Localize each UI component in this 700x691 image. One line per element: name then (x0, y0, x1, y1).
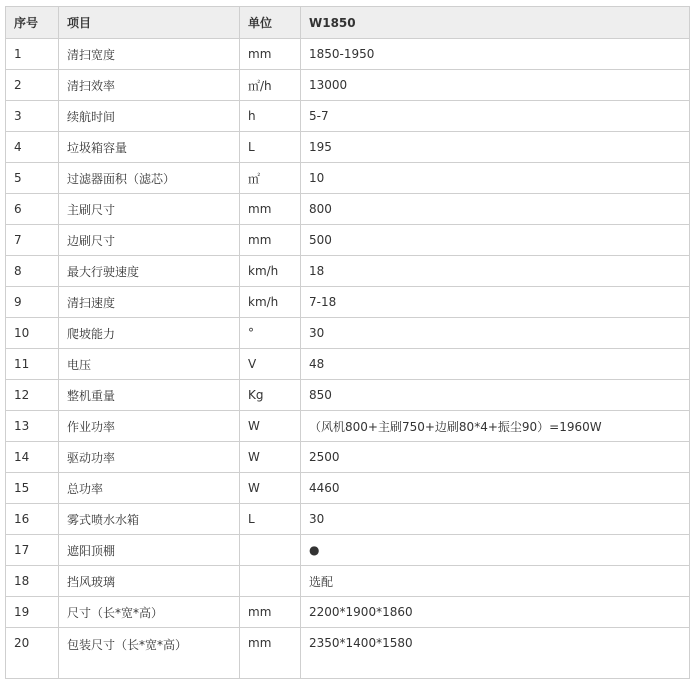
header-unit: 单位 (240, 7, 301, 39)
cell-index: 6 (6, 194, 59, 225)
table-row (6, 256, 690, 287)
cell-item: 主刷尺寸 (59, 194, 240, 225)
table-row (6, 163, 690, 194)
table-row (6, 597, 690, 628)
table-row (6, 628, 690, 679)
cell-index: 1 (6, 39, 59, 70)
cell-index: 3 (6, 101, 59, 132)
cell-item: 垃圾箱容量 (59, 132, 240, 163)
cell-index: 19 (6, 597, 59, 628)
cell-value: 5-7 (301, 101, 690, 132)
cell-value: 2500 (301, 442, 690, 473)
table-row (6, 380, 690, 411)
cell-unit: ㎡ (240, 163, 301, 194)
cell-value: 7-18 (301, 287, 690, 318)
table-row (6, 132, 690, 163)
spec-table (5, 6, 690, 679)
cell-value: 30 (301, 504, 690, 535)
cell-index: 5 (6, 163, 59, 194)
cell-unit: W (240, 411, 301, 442)
cell-value: 10 (301, 163, 690, 194)
cell-unit: W (240, 473, 301, 504)
table-row (6, 411, 690, 442)
table-row (6, 473, 690, 504)
cell-value: 18 (301, 256, 690, 287)
cell-unit: mm (240, 597, 301, 628)
cell-index: 18 (6, 566, 59, 597)
cell-item: 包装尺寸（长*宽*高） (59, 628, 240, 679)
table-row (6, 504, 690, 535)
cell-value: 30 (301, 318, 690, 349)
cell-item: 作业功率 (59, 411, 240, 442)
cell-index: 15 (6, 473, 59, 504)
table-row (6, 442, 690, 473)
cell-unit: km/h (240, 287, 301, 318)
table-body (6, 39, 690, 679)
cell-unit: L (240, 132, 301, 163)
cell-item: 续航时间 (59, 101, 240, 132)
cell-unit: mm (240, 225, 301, 256)
cell-unit: V (240, 349, 301, 380)
cell-item: 驱动功率 (59, 442, 240, 473)
cell-item: 边刷尺寸 (59, 225, 240, 256)
cell-value: 13000 (301, 70, 690, 101)
table-row (6, 287, 690, 318)
cell-unit: ㎡/h (240, 70, 301, 101)
cell-item: 挡风玻璃 (59, 566, 240, 597)
cell-unit: Kg (240, 380, 301, 411)
cell-index: 11 (6, 349, 59, 380)
cell-value: 2200*1900*1860 (301, 597, 690, 628)
table-row (6, 225, 690, 256)
table-row (6, 70, 690, 101)
cell-item: 爬坡能力 (59, 318, 240, 349)
table-row (6, 101, 690, 132)
cell-index: 10 (6, 318, 59, 349)
cell-index: 20 (6, 628, 59, 679)
cell-index: 17 (6, 535, 59, 566)
table-row (6, 194, 690, 225)
cell-item: 过滤器面积（滤芯） (59, 163, 240, 194)
cell-index: 16 (6, 504, 59, 535)
cell-value: 48 (301, 349, 690, 380)
cell-index: 13 (6, 411, 59, 442)
cell-index: 8 (6, 256, 59, 287)
table-header-row (6, 7, 690, 39)
cell-unit: mm (240, 194, 301, 225)
cell-unit: W (240, 442, 301, 473)
cell-value: 选配 (301, 566, 690, 597)
table-row (6, 566, 690, 597)
cell-index: 4 (6, 132, 59, 163)
cell-index: 2 (6, 70, 59, 101)
cell-index: 14 (6, 442, 59, 473)
header-item: 项目 (59, 7, 240, 39)
cell-value: 4460 (301, 473, 690, 504)
cell-item: 雾式喷水水箱 (59, 504, 240, 535)
cell-item: 清扫速度 (59, 287, 240, 318)
cell-item: 尺寸（长*宽*高） (59, 597, 240, 628)
table-row (6, 535, 690, 566)
cell-item: 总功率 (59, 473, 240, 504)
table-row (6, 318, 690, 349)
cell-item: 最大行驶速度 (59, 256, 240, 287)
cell-item: 清扫宽度 (59, 39, 240, 70)
cell-unit: h (240, 101, 301, 132)
cell-unit (240, 535, 301, 566)
cell-value: 800 (301, 194, 690, 225)
cell-index: 12 (6, 380, 59, 411)
cell-unit: mm (240, 628, 301, 679)
cell-index: 9 (6, 287, 59, 318)
cell-value: 1850-1950 (301, 39, 690, 70)
cell-value: ● (301, 535, 690, 566)
cell-value: （风机800+主刷750+边刷80*4+振尘90）=1960W (301, 411, 690, 442)
header-index: 序号 (6, 7, 59, 39)
cell-item: 整机重量 (59, 380, 240, 411)
cell-value: 500 (301, 225, 690, 256)
cell-item: 电压 (59, 349, 240, 380)
table-row (6, 349, 690, 380)
cell-unit: mm (240, 39, 301, 70)
cell-unit: ° (240, 318, 301, 349)
header-model: W1850 (301, 7, 690, 39)
cell-index: 7 (6, 225, 59, 256)
table-row (6, 39, 690, 70)
cell-value: 850 (301, 380, 690, 411)
cell-value: 2350*1400*1580 (301, 628, 690, 679)
cell-item: 遮阳顶棚 (59, 535, 240, 566)
cell-unit: L (240, 504, 301, 535)
cell-item: 清扫效率 (59, 70, 240, 101)
cell-unit: km/h (240, 256, 301, 287)
cell-value: 195 (301, 132, 690, 163)
cell-unit (240, 566, 301, 597)
